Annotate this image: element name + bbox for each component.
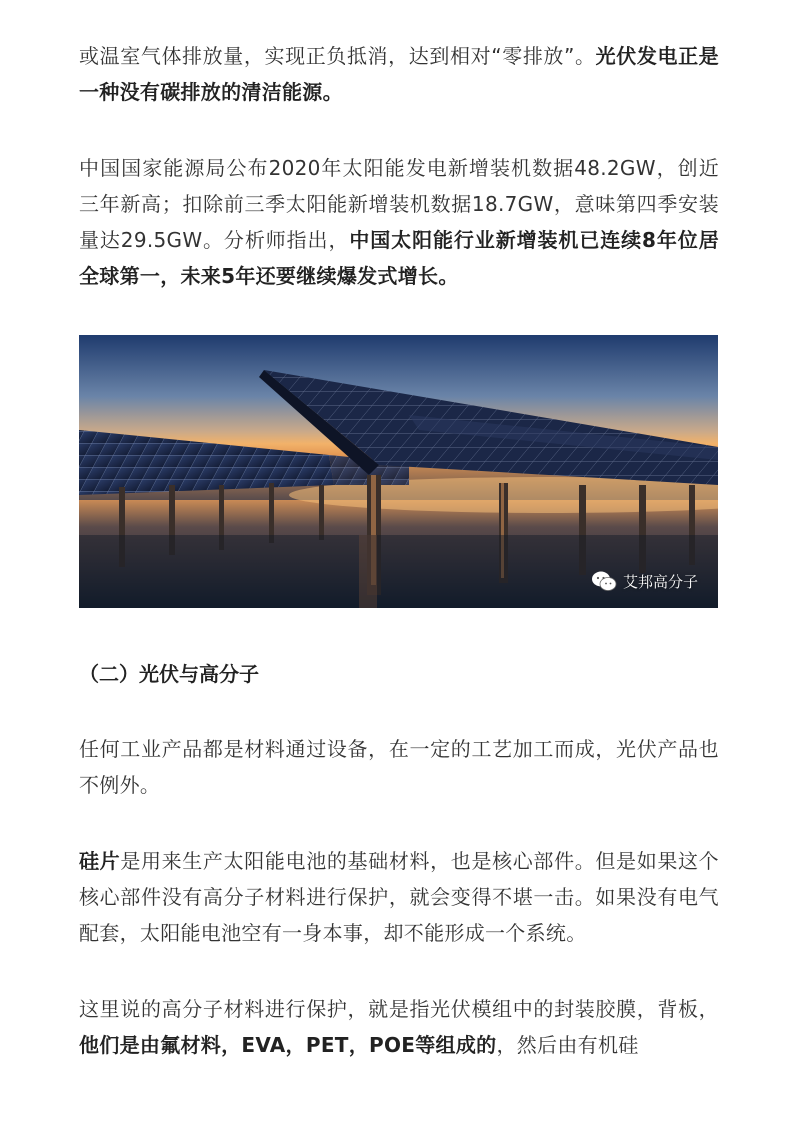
- watermark-text: 艾邦高分子: [622, 572, 698, 591]
- section-title: （二）光伏与高分子: [79, 662, 259, 686]
- paragraph-polymer-protection: [79, 991, 719, 1063]
- bold-segment: 中国太阳能行业新增装机已连续8年位居全球第一，未来5年还要继续爆发式增长。: [79, 228, 719, 288]
- bold-segment: 他们是由氟材料，EVA，PET，POE等组成的: [79, 1033, 497, 1057]
- solar-panel-photo: [79, 335, 718, 608]
- paragraph-silicon-wafer: [79, 843, 719, 951]
- text-segment: 中国国家能源局公布2020年太阳能发电新增装机数据48.2GW，创近三年新高；扣除前三季太阳能新增装机数据18.7GW，意味第四季安装量达29.5GW。分析师指出，: [79, 156, 719, 252]
- text-segment: 这里说的高分子材料进行保护，就是指光伏模组中的封装胶膜，背板，: [79, 997, 719, 1021]
- bold-segment: 光伏发电正是一种没有碳排放的清洁能源。: [79, 44, 719, 104]
- wechat-icon: [591, 570, 617, 592]
- text-segment: 或温室气体排放量，实现正负抵消，达到相对“零排放”。: [79, 44, 596, 68]
- bold-segment: 硅片: [79, 849, 121, 873]
- watermark: [591, 570, 698, 592]
- text-segment: 是用来生产太阳能电池的基础材料，也是核心部件。但是如果这个核心部件没有高分子材料进行保护，就会变得不堪一击。如果没有电气配套，太阳能电池空有一身本事，却不能形成一个系统。: [79, 849, 719, 945]
- text-segment: 任何工业产品都是材料通过设备，在一定的工艺加工而成，光伏产品也不例外。: [79, 737, 719, 797]
- paragraph-industrial-products: [79, 731, 719, 803]
- paragraph-carbon-neutral: [79, 38, 719, 110]
- paragraph-solar-installations: [79, 150, 719, 294]
- solar-farm-illustration: [79, 335, 718, 608]
- text-segment: ，然后由有机硅: [496, 1033, 639, 1057]
